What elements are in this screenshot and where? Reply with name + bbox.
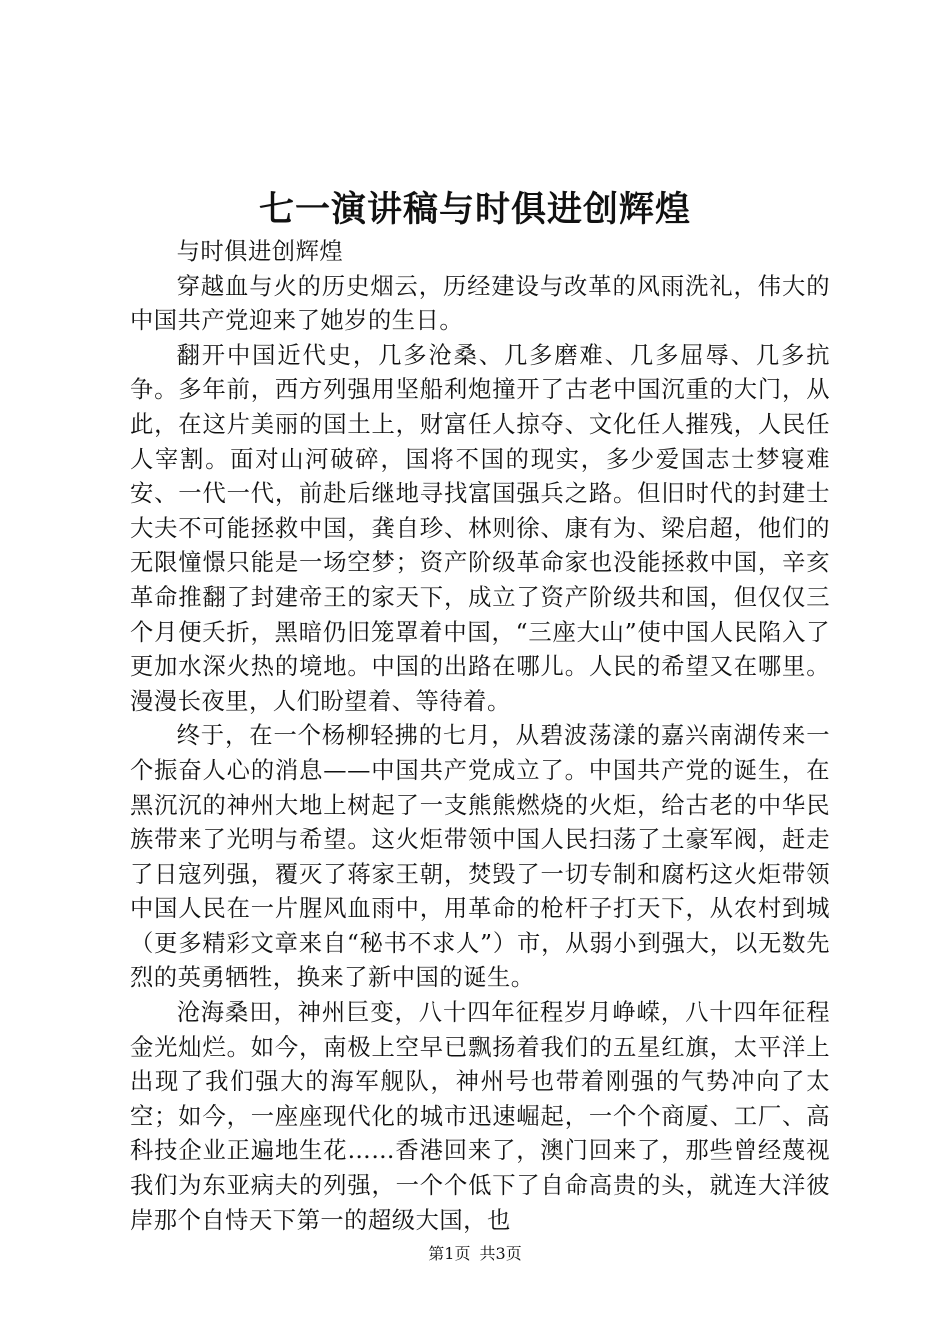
- subtitle-paragraph: 与时俱进创辉煌: [176, 238, 344, 265]
- document-title: 七一演讲稿与时俱进创辉煌: [258, 189, 691, 230]
- document-body: [130, 235, 830, 1238]
- page-footer: [0, 1243, 950, 1265]
- page-number: 第1页: [428, 1244, 471, 1263]
- body-paragraph: 穿越血与火的历史烟云，历经建设与改革的风雨洗礼，伟大的中国共产党迎来了她岁的生日。: [130, 272, 830, 335]
- body-paragraph: 沧海桑田，神州巨变，八十四年征程岁月峥嵘，八十四年征程金光灿烂。如今，南极上空早已飘扬着我们的五星红旗，太平洋上出现了我们强大的海军舰队，神州号也带着刚强的气势冲向了太空；如今，一座座现代化的城市迅速崛起，一个个商厦、工厂、高科技企业正遍地生花……香港回来了，澳门回来了，那些曾经蔑视我们为东亚病夫的列强，一个个低下了自命高贵的头，就连大洋彼岸那个自恃天下第一的超级大国，也: [130, 999, 830, 1234]
- body-paragraph: 翻开中国近代史，几多沧桑、几多磨难、几多屈辱、几多抗争。多年前，西方列强用坚船利炮撞开了古老中国沉重的大门，从此，在这片美丽的国土上，财富任人掠夺、文化任人摧残，人民任人宰割。面对山河破碎，国将不国的现实，多少爱国志士梦寝难安、一代一代，前赴后继地寻找富国强兵之路。但旧时代的封建士大夫不可能拯救中国，龚自珍、林则徐、康有为、梁启超，他们的无限憧憬只能是一场空梦；资产阶级革命家也没能拯救中国，辛亥革命推翻了封建帝王的家天下，成立了资产阶级共和国，但仅仅三个月便夭折，黑暗仍旧笼罩着中国，“三座大山”使中国人民陷入了更加水深火热的境地。中国的出路在哪儿。人民的希望又在哪里。漫漫长夜里，人们盼望着、等待着。: [130, 341, 830, 715]
- page-total: 共3页: [479, 1244, 522, 1263]
- body-paragraph: 终于，在一个杨柳轻拂的七月，从碧波荡漾的嘉兴南湖传来一个振奋人心的消息——中国共产党成立了。中国共产党的诞生，在黑沉沉的神州大地上树起了一支熊熊燃烧的火炬，给古老的中华民族带来了光明与希望。这火炬带领中国人民扫荡了土豪军阀，赶走了日寇列强，覆灭了蒋家王朝，焚毁了一切专制和腐朽这火炬带领中国人民在一片腥风血雨中，用革命的枪杆子打天下，从农村到城（更多精彩文章来自“秘书不求人”）市，从弱小到强大，以无数先烈的英勇牺牲，换来了新中国的诞生。: [130, 722, 830, 992]
